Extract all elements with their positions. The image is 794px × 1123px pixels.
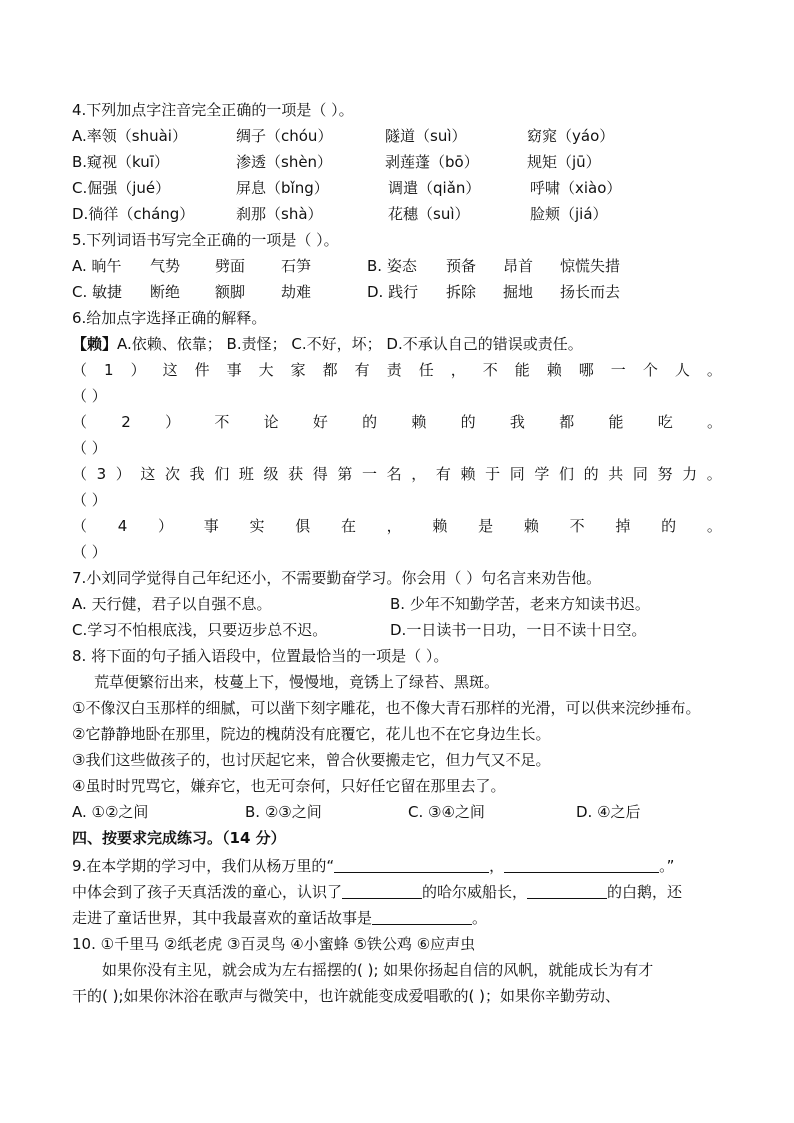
sentence-char: 我 xyxy=(509,413,525,431)
text-segment: 。 xyxy=(472,909,488,927)
q4-c1: C.倔强（jué） xyxy=(72,179,171,197)
q6-answer-paren-3: （ ） xyxy=(72,491,107,509)
q8-stem: 8. 将下面的句子插入语段中，位置最恰当的一项是（ ）。 xyxy=(72,647,449,665)
q6-stem: 6.给加点字选择正确的解释。 xyxy=(72,309,267,327)
text-segment: 9.在本学期的学习中，我们从杨万里的“ xyxy=(72,857,335,875)
q10-line-2: 如果你没有主见，就会成为左右摇摆的( ); 如果你扬起自信的风帆，就能成长为有才 xyxy=(102,961,654,979)
q8-passage-4: ④虽时时咒骂它，嫌弃它，也无可奈何，只好任它留在那里去了。 xyxy=(72,777,506,795)
q9-line-1 xyxy=(72,857,674,875)
q5-word: 预备 xyxy=(446,257,477,275)
q5-word: 断绝 xyxy=(150,283,181,301)
sentence-char: 事 xyxy=(203,517,219,535)
sentence-char: 是 xyxy=(478,517,494,535)
q4-a4: 窈窕（yáo） xyxy=(527,127,615,145)
q5-word: 额脚 xyxy=(215,283,246,301)
sentence-char: 1 xyxy=(104,361,114,379)
sentence-char: 有 xyxy=(435,465,451,483)
q6-key-head: 【赖】 xyxy=(72,335,118,353)
text-segment: 的白鹅，还 xyxy=(607,883,683,901)
q5-word: 气势 xyxy=(150,257,181,275)
q5-word: 昂首 xyxy=(503,257,534,275)
sentence-char: 掉 xyxy=(615,517,631,535)
q6-sentence-4 xyxy=(72,517,722,535)
q6-key xyxy=(72,335,583,353)
q9-blank-3[interactable] xyxy=(342,883,422,899)
sentence-char: 哪 xyxy=(578,361,594,379)
q4-b4: 规矩（jū） xyxy=(527,153,601,171)
q6-answer-paren-4: （ ） xyxy=(72,543,107,561)
q9-line-3 xyxy=(72,909,487,927)
sentence-char: 。 xyxy=(706,465,722,483)
sentence-char: 这 xyxy=(140,465,156,483)
sentence-char: 第 xyxy=(337,465,353,483)
text-segment: 走进了童话世界，其中我最喜欢的童话故事是 xyxy=(72,909,373,927)
q5-a: A. 晌午 xyxy=(72,257,122,275)
q7-option-b: B. 少年不知勤学苦，老来方知读书迟。 xyxy=(390,595,650,613)
sentence-char: ） xyxy=(115,465,131,483)
sentence-char: 赖 xyxy=(432,517,448,535)
sentence-char: 同 xyxy=(509,465,525,483)
sentence-char: 能 xyxy=(514,361,530,379)
sentence-char: 于 xyxy=(485,465,501,483)
sentence-char: 责 xyxy=(386,361,402,379)
q7-option-a: A. 天行健，君子以自强不息。 xyxy=(72,595,272,613)
q9-blank-4[interactable] xyxy=(527,883,607,899)
sentence-char: 次 xyxy=(165,465,181,483)
sentence-char: （ xyxy=(72,413,88,431)
q5-word: 劈面 xyxy=(215,257,246,275)
sentence-char: （ xyxy=(72,465,88,483)
q10-line-3: 干的( );如果你沐浴在歌声与微笑中，也许就能变成爱唱歌的( )；如果你辛勤劳动、 xyxy=(72,987,621,1005)
sentence-char: 件 xyxy=(194,361,210,379)
q4-stem: 4.下列加点字注音完全正确的一项是（ ）。 xyxy=(72,101,354,119)
q9-blank-2[interactable] xyxy=(504,857,659,873)
sentence-char: 在 xyxy=(340,517,356,535)
sentence-char: 都 xyxy=(322,361,338,379)
q4-c4: 呼啸（xiào） xyxy=(530,179,622,197)
sentence-char: 好 xyxy=(312,413,328,431)
q9-line-2 xyxy=(72,883,682,901)
sentence-char: 不 xyxy=(214,413,230,431)
sentence-char: 同 xyxy=(632,465,648,483)
sentence-char: 赖 xyxy=(546,361,562,379)
q5-word: 掘地 xyxy=(503,283,534,301)
q5-c: C. 敏捷 xyxy=(72,283,123,301)
sentence-char: 能 xyxy=(608,413,624,431)
sentence-char: 个 xyxy=(642,361,658,379)
section-heading: 四、按要求完成练习。（14 分） xyxy=(72,829,286,847)
sentence-char: 吃 xyxy=(657,413,673,431)
q4-d2: 刹那（shà） xyxy=(236,205,323,223)
sentence-char: 赖 xyxy=(523,517,539,535)
q8-passage-1: ①不像汉白玉那样的细腻，可以凿下刻字雕花，也不像大青石那样的光滑，可以供来浣纱捶布。 xyxy=(72,699,701,717)
q5-word: 劫难 xyxy=(281,283,312,301)
q5-stem: 5.下列词语书写完全正确的一项是（ ）。 xyxy=(72,231,339,249)
text-segment: 。” xyxy=(659,857,675,875)
q4-d1: D.徜徉（cháng） xyxy=(72,205,195,223)
sentence-char: 赖 xyxy=(460,465,476,483)
q4-d3: 花穗（suì） xyxy=(388,205,470,223)
sentence-char: 的 xyxy=(460,413,476,431)
text-segment: ， xyxy=(489,857,505,875)
sentence-char: 都 xyxy=(559,413,575,431)
sentence-char: 赖 xyxy=(411,413,427,431)
sentence-char: 4 xyxy=(117,517,128,535)
q5-word: 惊慌失措 xyxy=(560,257,621,275)
q4-a1: A.率领（shuài） xyxy=(72,127,187,145)
q7-stem: 7.小刘同学觉得自己年纪还小，不需要勤奋学习。你会用（ ）句名言来劝告他。 xyxy=(72,569,602,587)
sentence-char: ， xyxy=(386,517,402,535)
sentence-char: 。 xyxy=(706,361,722,379)
sentence-char: 共 xyxy=(608,465,624,483)
q8-option-c: C. ③④之间 xyxy=(408,803,485,821)
q9-blank-1[interactable] xyxy=(334,857,489,873)
sentence-char: 学 xyxy=(534,465,550,483)
sentence-char: 的 xyxy=(583,465,599,483)
sentence-char: 任 xyxy=(418,361,434,379)
q4-b1: B.窥视（kuī） xyxy=(72,153,169,171)
sentence-char: 这 xyxy=(162,361,178,379)
sentence-char: 。 xyxy=(706,413,722,431)
sentence-char: （ xyxy=(72,517,88,535)
sentence-char: 论 xyxy=(263,413,279,431)
sentence-char: 的 xyxy=(661,517,677,535)
sentence-char: 们 xyxy=(559,465,575,483)
q5-word: 石笋 xyxy=(281,257,312,275)
sentence-char: 人 xyxy=(674,361,690,379)
q4-d4: 脸颊（jiá） xyxy=(530,205,608,223)
sentence-char: 。 xyxy=(706,517,722,535)
q9-blank-5[interactable] xyxy=(372,909,472,925)
q6-sentence-1 xyxy=(72,361,722,379)
q4-a3: 隧道（suì） xyxy=(385,127,467,145)
sentence-char: 我 xyxy=(189,465,205,483)
q6-answer-paren-1: （ ） xyxy=(72,387,107,405)
sentence-char: 力 xyxy=(682,465,698,483)
sentence-char: 2 xyxy=(121,413,131,431)
q6-sentence-2 xyxy=(72,413,722,431)
sentence-char: 名 xyxy=(386,465,402,483)
q8-insert-sentence: 荒草便繁衍出来，枝蔓上下，慢慢地，竟锈上了绿苔、黑斑。 xyxy=(94,673,500,691)
sentence-char: 大 xyxy=(258,361,274,379)
sentence-char: 的 xyxy=(362,413,378,431)
sentence-char: ， xyxy=(411,465,427,483)
q4-b2: 渗透（shèn） xyxy=(236,153,333,171)
q10-items: 10. ①千里马 ②纸老虎 ③百灵鸟 ④小蜜蜂 ⑤铁公鸡 ⑥应声虫 xyxy=(72,935,476,953)
sentence-char: ） xyxy=(165,413,181,431)
q4-c3: 调遣（qiǎn） xyxy=(388,179,481,197)
q6-sentence-3 xyxy=(72,465,722,483)
sentence-char: 不 xyxy=(482,361,498,379)
sentence-char: 得 xyxy=(312,465,328,483)
sentence-char: ） xyxy=(130,361,146,379)
q8-option-b: B. ②③之间 xyxy=(245,803,322,821)
sentence-char: 获 xyxy=(288,465,304,483)
q5-d: D. 践行 xyxy=(367,283,419,301)
q4-a2: 绸子（chóu） xyxy=(236,127,333,145)
sentence-char: 有 xyxy=(354,361,370,379)
q6-key-rest: A.依赖、依靠； B.责怪； C.不好，坏； D.不承认自己的错误或责任。 xyxy=(117,335,583,353)
q7-option-c: C.学习不怕根底浅，只要迈步总不迟。 xyxy=(72,621,328,639)
q8-passage-3: ③我们这些做孩子的，也讨厌起它来，曾合伙要搬走它，但力气又不足。 xyxy=(72,751,551,769)
sentence-char: 3 xyxy=(96,465,107,483)
sentence-char: 事 xyxy=(226,361,242,379)
q7-option-d: D.一日读书一日功，一日不读十日空。 xyxy=(390,621,647,639)
sentence-char: 俱 xyxy=(295,517,311,535)
sentence-char: 努 xyxy=(657,465,673,483)
sentence-char: （ xyxy=(72,361,88,379)
sentence-char: ） xyxy=(158,517,174,535)
q4-c2: 屏息（bǐng） xyxy=(236,179,329,197)
q5-word: 扬长而去 xyxy=(560,283,621,301)
q8-option-a: A. ①②之间 xyxy=(72,803,149,821)
sentence-char: 实 xyxy=(249,517,265,535)
q6-answer-paren-2: （ ） xyxy=(72,439,107,457)
q8-option-d: D. ④之后 xyxy=(576,803,641,821)
q5-word: 拆除 xyxy=(446,283,477,301)
q5-b: B. 姿态 xyxy=(367,257,417,275)
sentence-char: 家 xyxy=(290,361,306,379)
text-segment: 的哈尔威船长， xyxy=(422,883,528,901)
text-segment: 中体会到了孩子天真活泼的童心，认识了 xyxy=(72,883,343,901)
sentence-char: 一 xyxy=(610,361,626,379)
sentence-char: ， xyxy=(450,361,466,379)
sentence-char: 们 xyxy=(214,465,230,483)
sentence-char: 一 xyxy=(362,465,378,483)
q8-passage-2: ②它静静地卧在那里，院边的槐荫没有庇覆它，花儿也不在它身边生长。 xyxy=(72,725,551,743)
sentence-char: 班 xyxy=(238,465,254,483)
sentence-char: 级 xyxy=(263,465,279,483)
q4-b3: 剥莲蓬（bō） xyxy=(385,153,479,171)
sentence-char: 不 xyxy=(569,517,585,535)
